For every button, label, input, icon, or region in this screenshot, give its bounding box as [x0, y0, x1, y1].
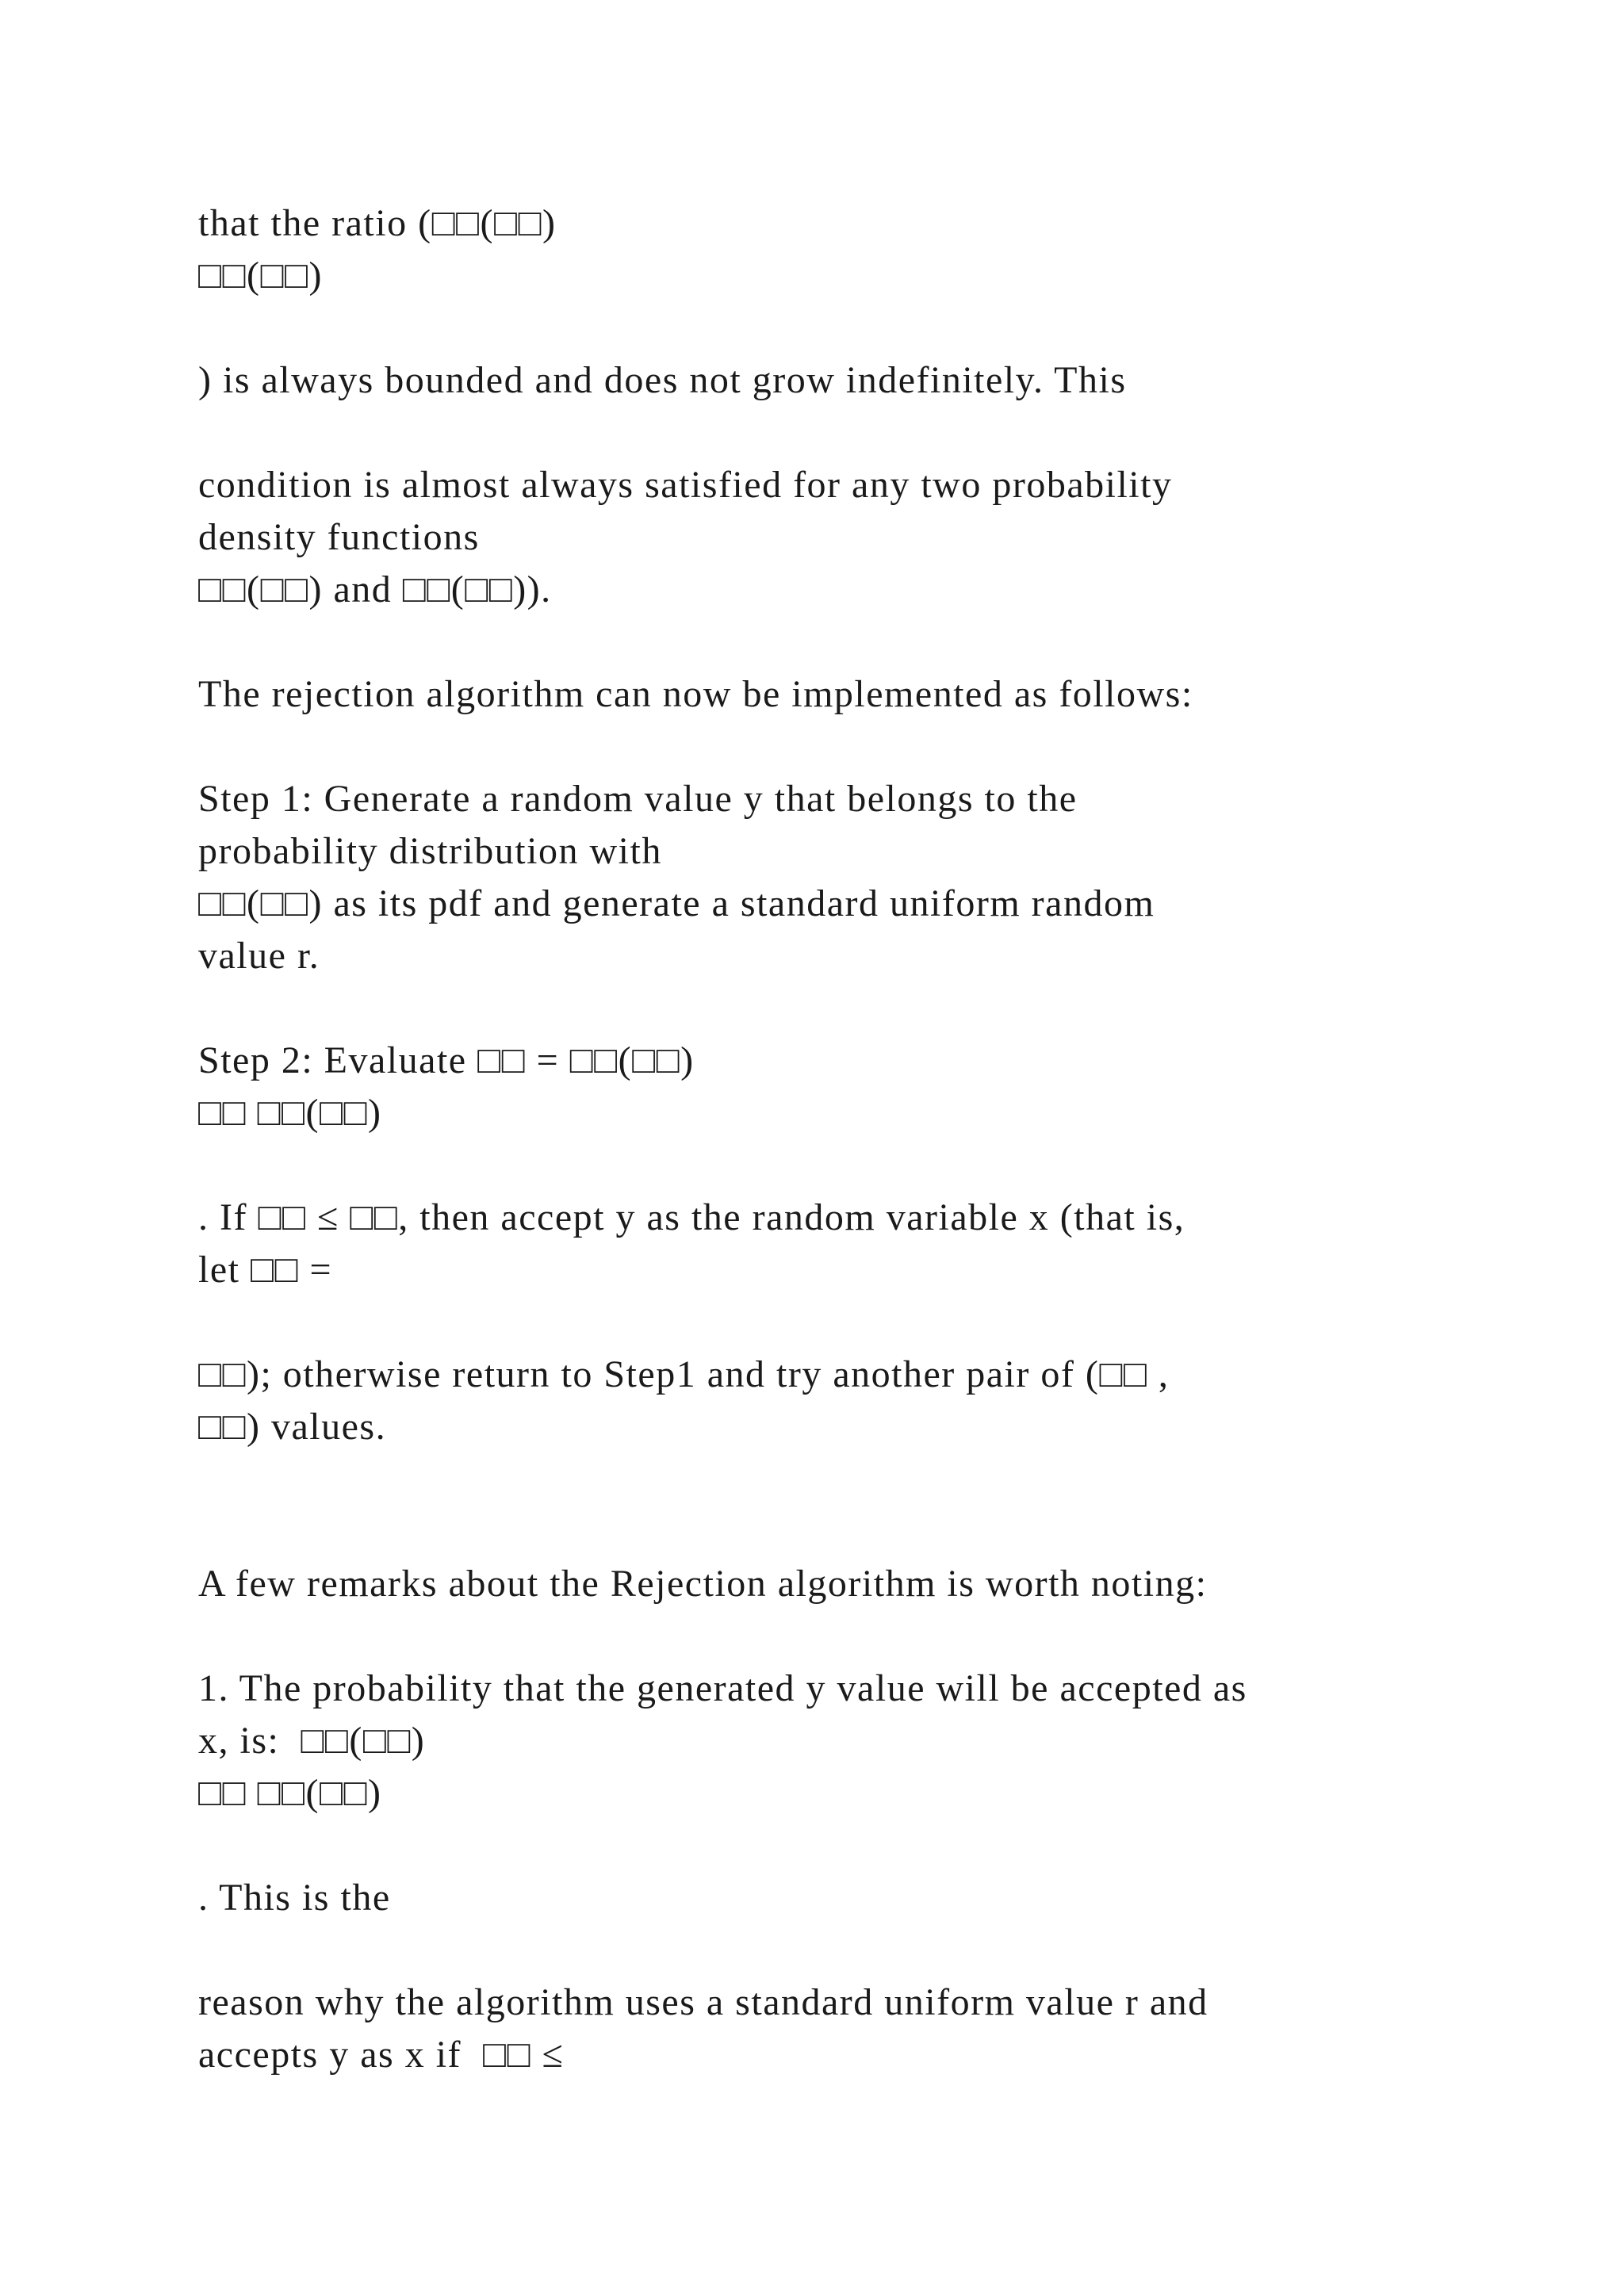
text-line: value r. — [198, 935, 320, 977]
text-line: density functions — [198, 516, 480, 558]
text-line: □□ □□(□□) — [198, 1772, 382, 1814]
text-line: Step 1: Generate a random value y that belongs to the — [198, 778, 1078, 820]
text-line: 1. The probability that the generated y value will be accepted as — [198, 1667, 1247, 1709]
text-line: x, is: □□(□□) — [198, 1720, 426, 1762]
text-line: Step 2: Evaluate □□ = □□(□□) — [198, 1039, 695, 1081]
text-line: condition is almost always satisfied for any two probability — [198, 464, 1173, 506]
text-line: □□); otherwise return to Step1 and try another pair of (□□ , — [198, 1353, 1170, 1395]
text-line: . This is the — [198, 1877, 391, 1919]
text-line: let □□ = — [198, 1249, 333, 1291]
text-line: reason why the algorithm uses a standard uniform value r and — [198, 1981, 1208, 2023]
text-line: □□) values. — [198, 1406, 387, 1448]
text-line: ) is always bounded and does not grow indefinitely. This — [198, 359, 1127, 401]
text-line: accepts y as x if □□ ≤ — [198, 2034, 565, 2076]
text-line: . If □□ ≤ □□, then accept y as the random variable x (that is, — [198, 1196, 1185, 1238]
text-line: □□(□□) and □□(□□)). — [198, 568, 552, 610]
text-line: □□(□□) as its pdf and generate a standard uniform random — [198, 882, 1155, 924]
text-line: that the ratio (□□(□□) — [198, 202, 557, 244]
text-line: □□(□□) — [198, 254, 323, 297]
text-line: probability distribution with — [198, 830, 662, 872]
text-line: A few remarks about the Rejection algorithm is worth noting: — [198, 1563, 1208, 1605]
text-line: □□ □□(□□) — [198, 1092, 382, 1134]
text-line: The rejection algorithm can now be implemented as follows: — [198, 673, 1193, 715]
